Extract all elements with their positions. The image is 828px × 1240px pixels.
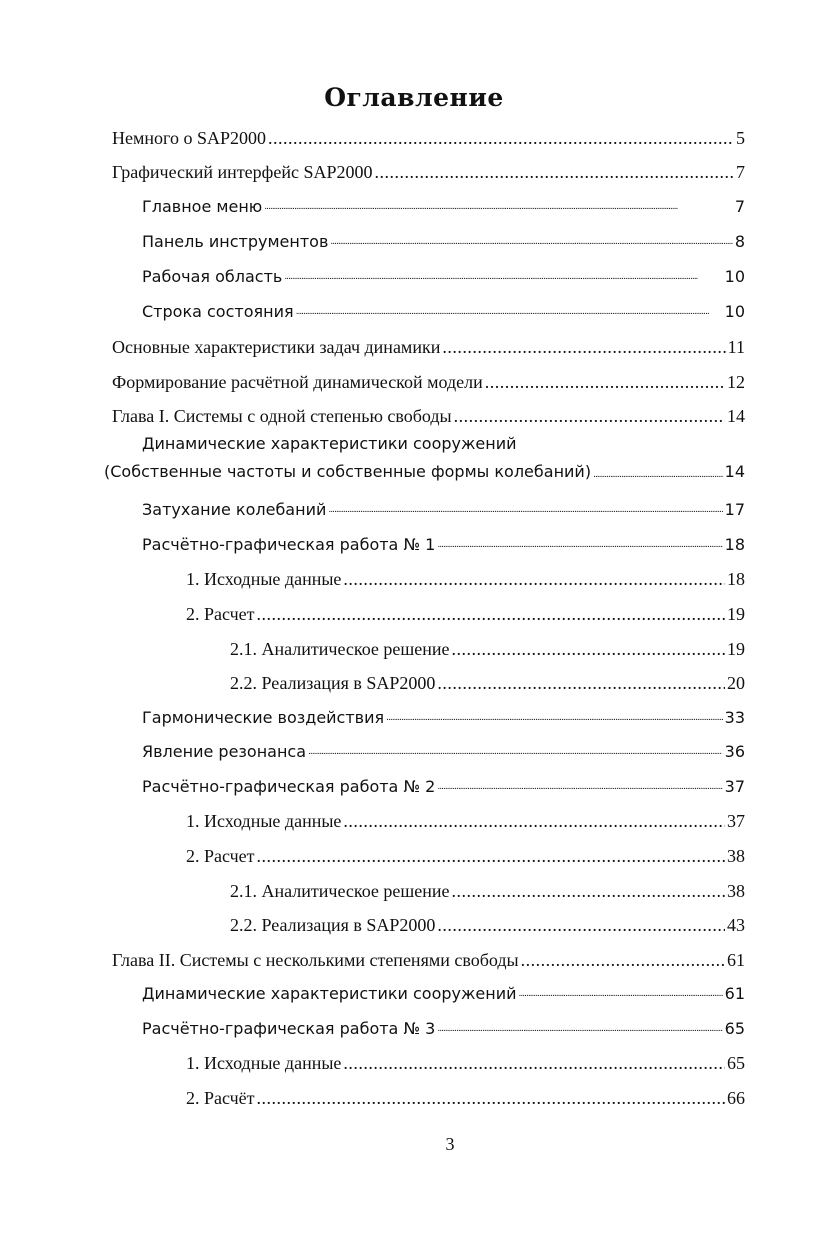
- toc-entry-page: 18: [727, 569, 745, 589]
- toc-entry[interactable]: [142, 257, 745, 287]
- toc-entry-label: Расчётно-графическая работа № 2: [142, 777, 436, 796]
- toc-entry[interactable]: [112, 940, 745, 970]
- toc-entry-page: 14: [724, 462, 745, 481]
- toc-entry-page: 37: [727, 811, 745, 831]
- toc-entry-label: Расчётно-графическая работа № 1: [142, 535, 436, 554]
- toc-entry[interactable]: [142, 187, 745, 217]
- dot-leader: [343, 811, 725, 831]
- toc-entry-label: Расчётно-графическая работа № 3: [142, 1019, 436, 1038]
- toc-entry[interactable]: [112, 152, 745, 182]
- toc-entry-label: 2. Расчет: [186, 604, 255, 624]
- toc-entry[interactable]: [230, 629, 745, 659]
- toc-entry-page: 14: [727, 406, 745, 426]
- toc-entry-page: 10: [724, 267, 745, 286]
- toc-entry[interactable]: [142, 525, 745, 555]
- dot-leader: [519, 981, 723, 1004]
- dot-leader: [386, 705, 723, 728]
- toc-entry-page: 65: [724, 1019, 745, 1038]
- toc-entry-label: 1. Исходные данные: [186, 569, 342, 589]
- dot-leader: [257, 604, 725, 624]
- dot-leader: [343, 1053, 725, 1073]
- toc-entry-page: 33: [724, 708, 745, 727]
- toc-entry-label: 1. Исходные данные: [186, 811, 342, 831]
- dot-leader: [374, 162, 734, 182]
- dot-leader: [268, 128, 734, 148]
- toc-entry[interactable]: [112, 362, 745, 392]
- toc-entry[interactable]: [230, 871, 745, 901]
- toc-entry[interactable]: [142, 490, 745, 520]
- dot-leader: [452, 881, 725, 901]
- toc-entry-page: 12: [727, 372, 745, 392]
- toc-entry-label: Глава II. Системы с несколькими степенями свободы: [112, 950, 519, 970]
- toc-entry-label: Гармонические воздействия: [142, 708, 385, 727]
- toc-entry[interactable]: [186, 594, 745, 624]
- toc-entry[interactable]: [186, 559, 745, 589]
- toc-entry[interactable]: [142, 732, 745, 762]
- toc-entry-page: 37: [724, 777, 745, 796]
- toc-entry[interactable]: [112, 118, 745, 148]
- dot-leader: [437, 532, 722, 555]
- dot-leader: [330, 229, 732, 252]
- toc-entry-page: 5: [736, 128, 745, 148]
- toc-entry[interactable]: [142, 698, 745, 728]
- toc-entry-page: 38: [727, 846, 745, 866]
- toc-entry[interactable]: [104, 433, 745, 485]
- dot-leader: [437, 673, 725, 693]
- toc-entry[interactable]: [186, 1043, 745, 1073]
- dot-leader: [437, 1016, 722, 1039]
- toc-heading: Оглавление: [324, 83, 504, 112]
- toc-entry-label: 2.2. Реализация в SAP2000: [230, 915, 436, 935]
- toc-entry-page: 19: [727, 604, 745, 624]
- dot-leader: [308, 739, 723, 762]
- toc-entry-label: Главное меню: [142, 197, 263, 216]
- dot-leader: [296, 299, 723, 322]
- toc-entry-label: Немного о SAP2000: [112, 128, 266, 148]
- toc-entry[interactable]: [230, 663, 745, 693]
- dot-leader: [343, 569, 725, 589]
- toc-entry-page: 18: [724, 535, 745, 554]
- toc-entry-page: 7: [736, 162, 745, 182]
- toc-entry[interactable]: [112, 327, 745, 357]
- toc-entry-label: 2.1. Аналитическое решение: [230, 639, 450, 659]
- toc-entry-page: 17: [724, 500, 745, 519]
- dot-leader: [328, 497, 722, 520]
- toc-entry-label: 2. Расчет: [186, 846, 255, 866]
- dot-leader: [257, 1088, 725, 1108]
- toc-entry[interactable]: [142, 767, 745, 797]
- toc-entry-label-continuation: (Собственные частоты и собственные формы колебаний): [104, 462, 592, 481]
- dot-leader: [257, 846, 725, 866]
- toc-entry-page: 66: [727, 1088, 745, 1108]
- toc-entry-page: 7: [734, 197, 745, 216]
- dot-leader: [521, 950, 725, 970]
- toc-entry-label: 2.2. Реализация в SAP2000: [230, 673, 436, 693]
- dot-leader: [593, 462, 723, 481]
- toc-entry-page: 61: [727, 950, 745, 970]
- toc-entry-label: Затухание колебаний: [142, 500, 327, 519]
- dot-leader: [437, 774, 722, 797]
- toc-entry-page: 61: [724, 984, 745, 1003]
- toc-entry[interactable]: [142, 974, 745, 1004]
- dot-leader: [442, 337, 725, 357]
- toc-entry-label: Явление резонанса: [142, 742, 307, 761]
- page-number: 3: [445, 1134, 455, 1154]
- toc-entry[interactable]: [142, 292, 745, 322]
- toc-entry-page: 43: [727, 915, 745, 935]
- dot-leader: [437, 915, 725, 935]
- toc-entry-page: 11: [727, 337, 745, 357]
- dot-leader: [452, 639, 725, 659]
- toc-entry-page: 36: [724, 742, 745, 761]
- toc-entry[interactable]: [142, 1009, 745, 1039]
- toc-entry-page: 19: [727, 639, 745, 659]
- toc-entry-page: 65: [727, 1053, 745, 1073]
- toc-entry-label: 2.1. Аналитическое решение: [230, 881, 450, 901]
- toc-entry-label: Динамические характеристики сооружений: [142, 984, 517, 1003]
- toc-entry-label: Формирование расчётной динамической модели: [112, 372, 483, 392]
- dot-leader: [264, 194, 733, 217]
- dot-leader: [284, 264, 722, 287]
- toc-entry-label: Панель инструментов: [142, 232, 329, 251]
- toc-entry-label: Строка состояния: [142, 302, 294, 321]
- toc-entry-label: Рабочая область: [142, 267, 283, 286]
- dot-leader: [485, 372, 725, 392]
- toc-entry[interactable]: [112, 396, 745, 426]
- toc-entry[interactable]: [186, 801, 745, 831]
- toc-entry-label: 2. Расчёт: [186, 1088, 255, 1108]
- dot-leader: [454, 406, 725, 426]
- toc-entry-page: 20: [727, 673, 745, 693]
- toc-entry-page: 38: [727, 881, 745, 901]
- toc-entry-page: 8: [734, 232, 745, 251]
- toc-entry-label: 1. Исходные данные: [186, 1053, 342, 1073]
- toc-entry-label: Динамические характеристики сооружений: [142, 434, 517, 453]
- toc-entry-page: 10: [724, 302, 745, 321]
- toc-entry[interactable]: [186, 836, 745, 866]
- toc-entry-label: Основные характеристики задач динамики: [112, 337, 441, 357]
- toc-entry-label: Графический интерфейс SAP2000: [112, 162, 373, 182]
- toc-entry-label: Глава I. Системы с одной степенью свободы: [112, 406, 452, 426]
- toc-entry[interactable]: [186, 1078, 745, 1108]
- toc-entry[interactable]: [230, 905, 745, 935]
- toc-entry[interactable]: [142, 222, 745, 252]
